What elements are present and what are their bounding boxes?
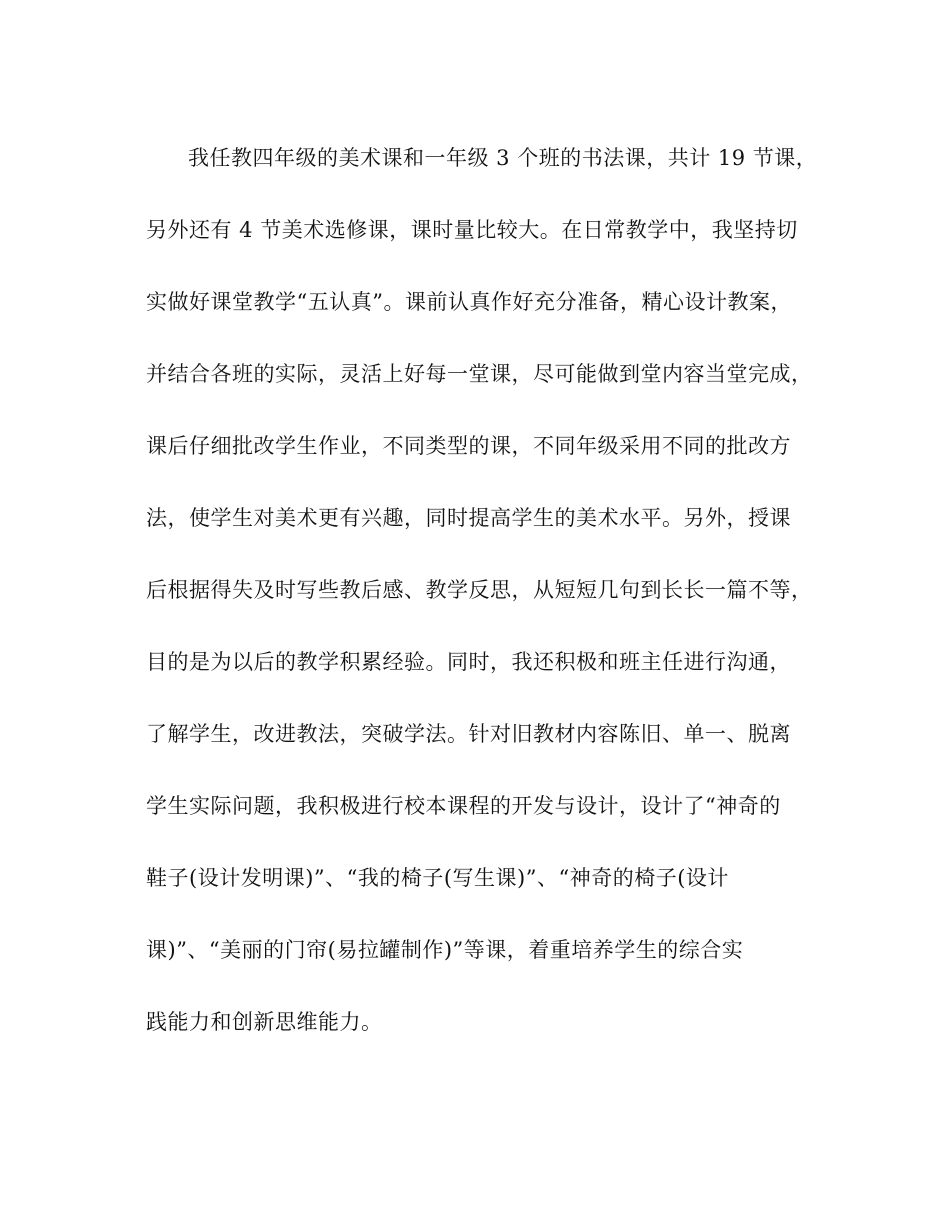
text-line: 课后仔细批改学生作业，不同类型的课，不同年级采用不同的批改方	[146, 434, 791, 458]
text-line: 另外还有 4 节美术选修课，课时量比较大。在日常教学中，我坚持切	[146, 218, 798, 242]
text-line: 并结合各班的实际，灵活上好每一堂课，尽可能做到堂内容当堂完成，	[146, 362, 813, 386]
text-line: 实做好课堂教学“五认真”。课前认真作好充分准备，精心设计教案，	[146, 290, 792, 314]
text-line: 法，使学生对美术更有兴趣，同时提高学生的美术水平。另外，授课	[146, 506, 791, 530]
text-line: 了解学生，改进教法，突破学法。针对旧教材内容陈旧、单一、脱离	[146, 722, 791, 746]
text-line: 课)”、“美丽的门帘(易拉罐制作)”等课，着重培养学生的综合实	[146, 938, 744, 962]
text-line: 我任教四年级的美术课和一年级 3 个班的书法课，共计 19 节课，	[188, 146, 818, 170]
text-line: 后根据得失及时写些教后感、教学反思，从短短几句到长长一篇不等，	[146, 578, 813, 602]
text-line: 学生实际问题，我积极进行校本课程的开发与设计，设计了“神奇的	[146, 794, 781, 818]
text-line: 鞋子(设计发明课)”、“我的椅子(写生课)”、“神奇的椅子(设计	[146, 866, 729, 890]
text-line: 目的是为以后的教学积累经验。同时，我还积极和班主任进行沟通，	[146, 650, 791, 674]
text-line: 践能力和创新思维能力。	[146, 1010, 383, 1034]
paragraph	[146, 140, 816, 1076]
